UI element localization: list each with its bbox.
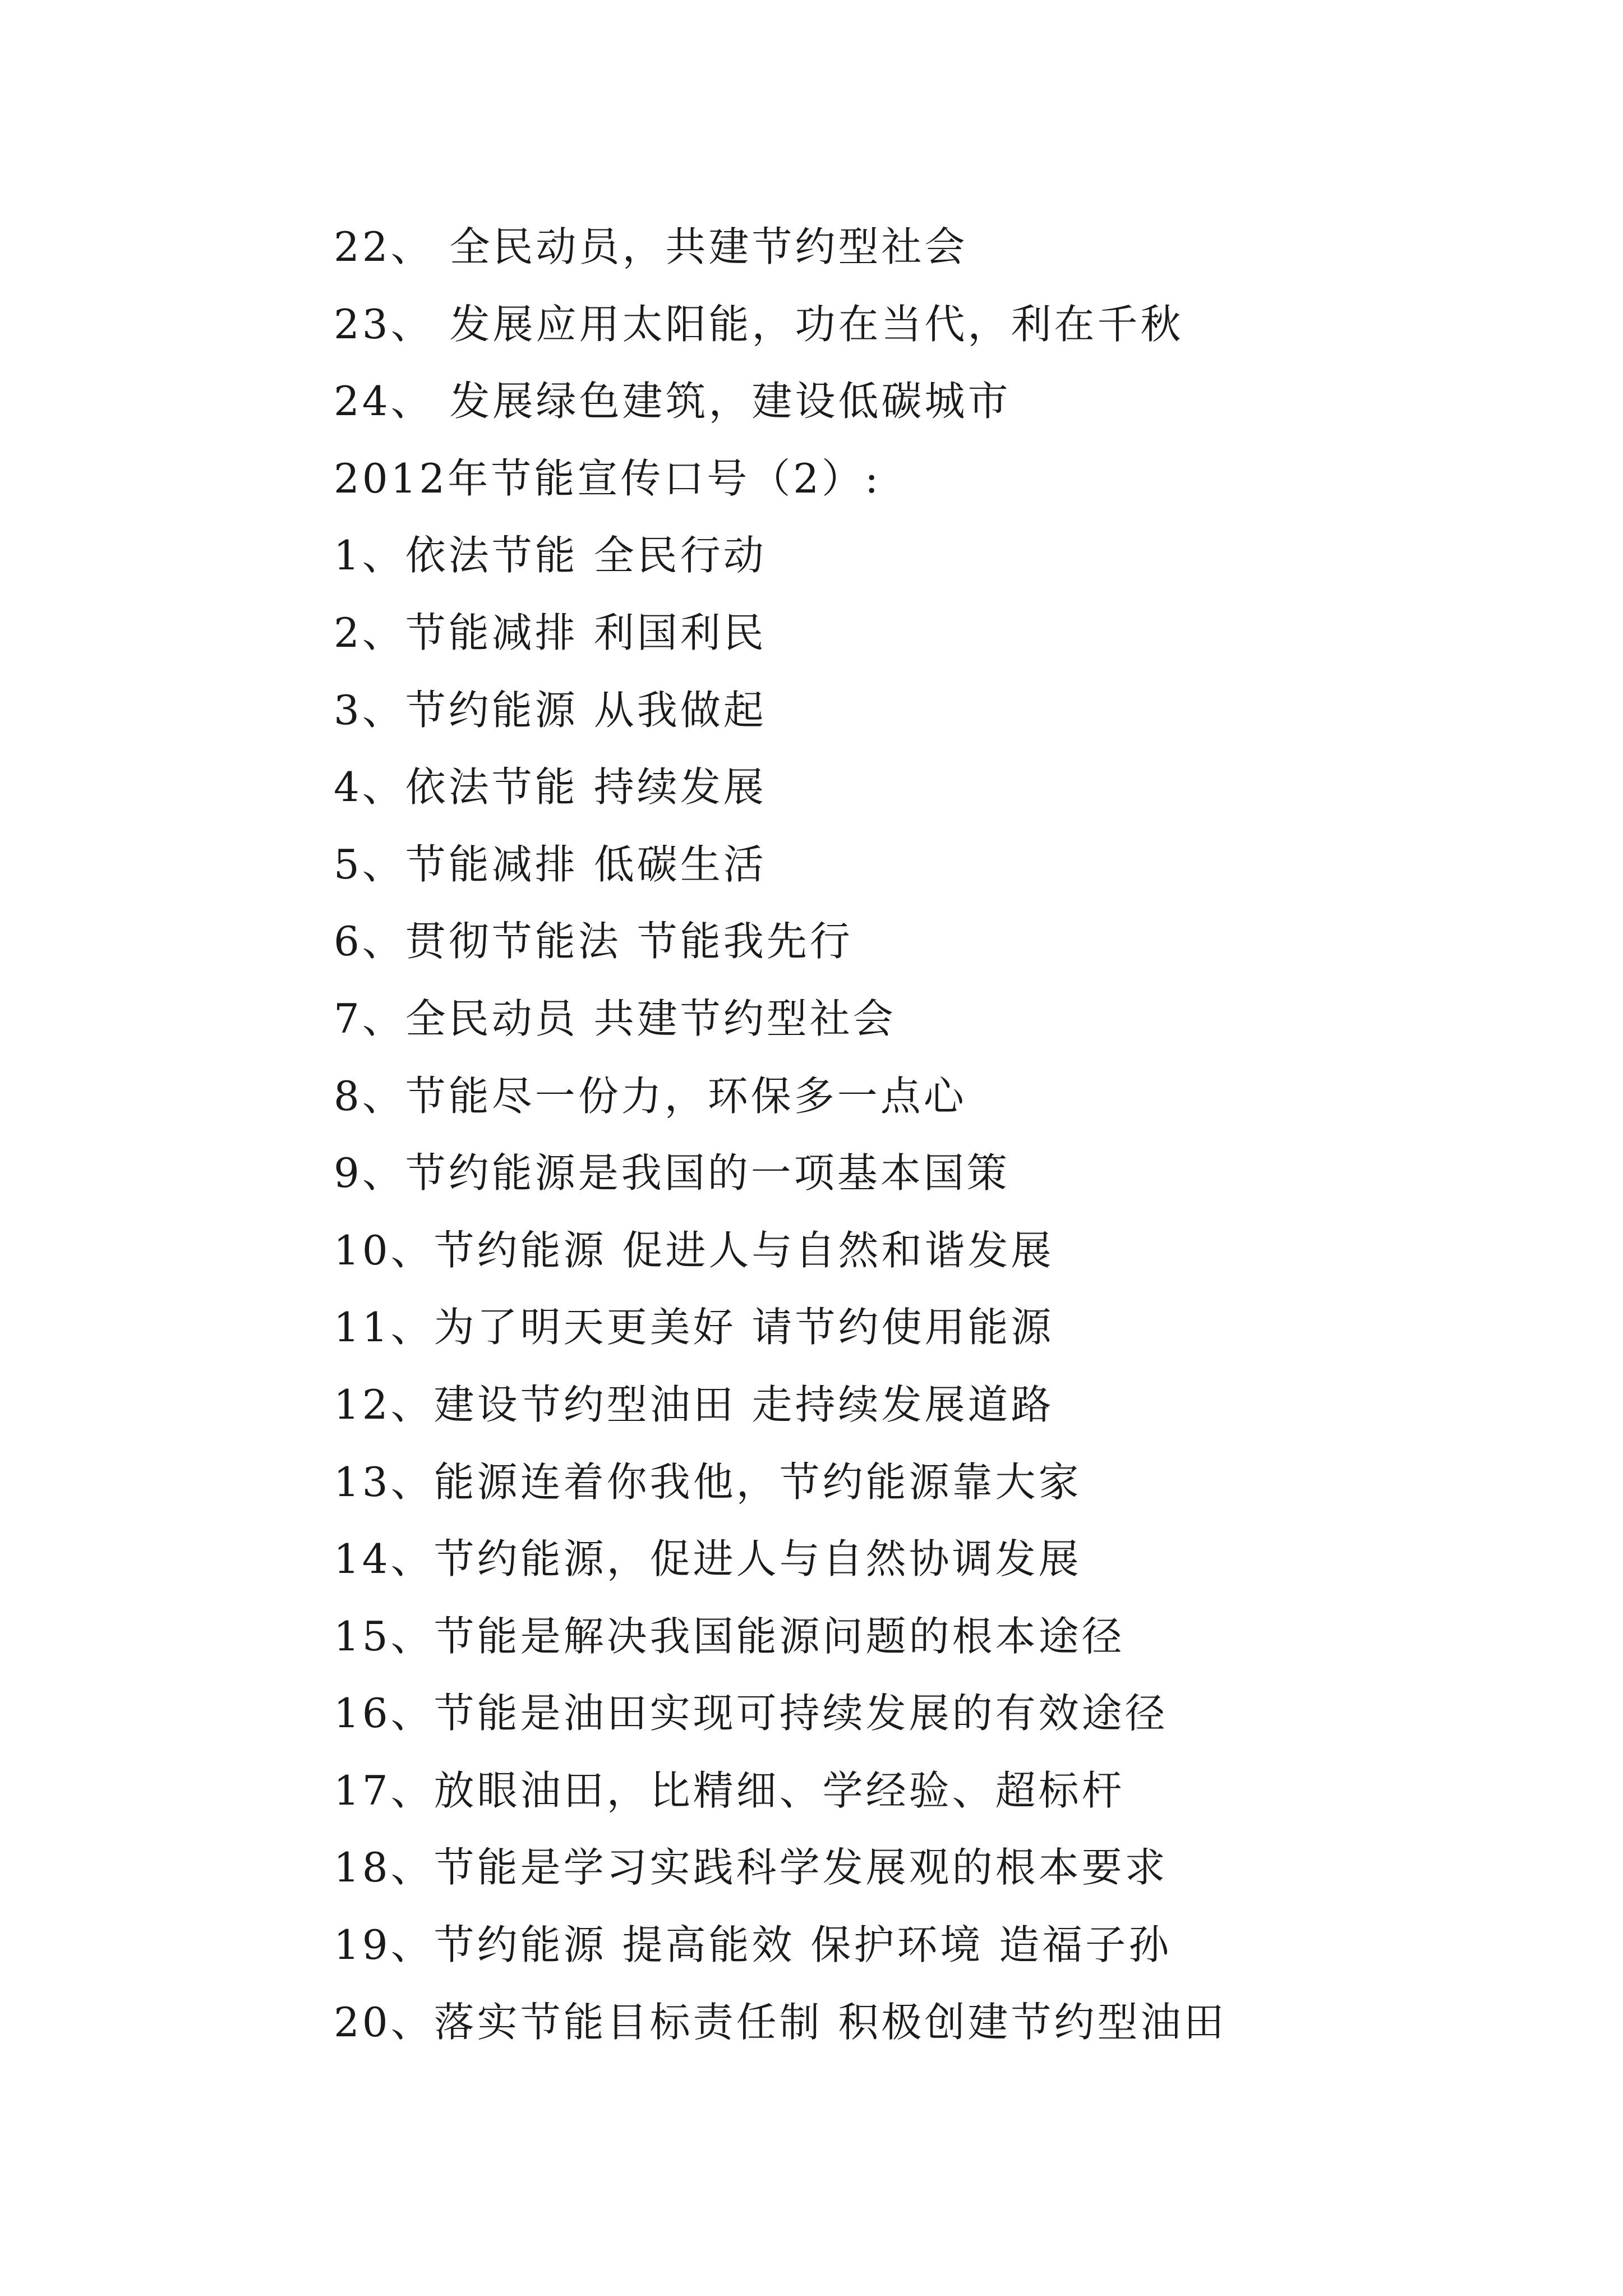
slogan-line-19: 19、节约能源 提高能效 保护环境 造福子孙 [334, 1921, 1172, 1969]
slogan-line-10: 10、节约能源 促进人与自然和谐发展 [334, 1226, 1054, 1274]
slogan-line-12: 12、建设节约型油田 走持续发展道路 [334, 1381, 1054, 1428]
slogan-line-11: 11、为了明天更美好 请节约使用能源 [334, 1304, 1054, 1351]
slogan-line-4: 4、依法节能 持续发展 [334, 763, 767, 811]
slogan-line-5: 5、节能减排 低碳生活 [334, 840, 767, 888]
slogan-line-13: 13、能源连着你我他，节约能源靠大家 [334, 1458, 1082, 1506]
slogan-line-24: 24、 发展绿色建筑，建设低碳城市 [334, 378, 1011, 425]
slogan-line-2: 2、节能减排 利国利民 [334, 609, 767, 656]
slogan-line-23: 23、 发展应用太阳能，功在当代，利在千秋 [334, 300, 1184, 348]
slogan-line-18: 18、节能是学习实践科学发展观的根本要求 [334, 1844, 1168, 1892]
slogan-line-16: 16、节能是油田实现可持续发展的有效途径 [334, 1690, 1168, 1737]
slogan-line-14: 14、节约能源，促进人与自然协调发展 [334, 1535, 1082, 1583]
slogan-line-1: 1、依法节能 全民行动 [334, 532, 767, 579]
slogan-line-3: 3、节约能源 从我做起 [334, 686, 767, 734]
slogan-line-9: 9、节约能源是我国的一项基本国策 [334, 1149, 1010, 1197]
slogan-line-7: 7、全民动员 共建节约型社会 [334, 995, 896, 1042]
slogan-line-20: 20、落实节能目标责任制 积极创建节约型油田 [334, 1998, 1227, 2046]
slogan-list [334, 209, 1511, 2061]
slogan-line-6: 6、贯彻节能法 节能我先行 [334, 918, 853, 965]
slogan-line-15: 15、节能是解决我国能源问题的根本途径 [334, 1612, 1125, 1660]
slogan-line-8: 8、节能尽一份力，环保多一点心 [334, 1072, 967, 1120]
slogan-line-17: 17、放眼油田，比精细、学经验、超标杆 [334, 1766, 1125, 1814]
section-heading: 2012年节能宣传口号（2）: [334, 454, 882, 502]
slogan-line-22: 22、 全民动员，共建节约型社会 [334, 223, 968, 270]
